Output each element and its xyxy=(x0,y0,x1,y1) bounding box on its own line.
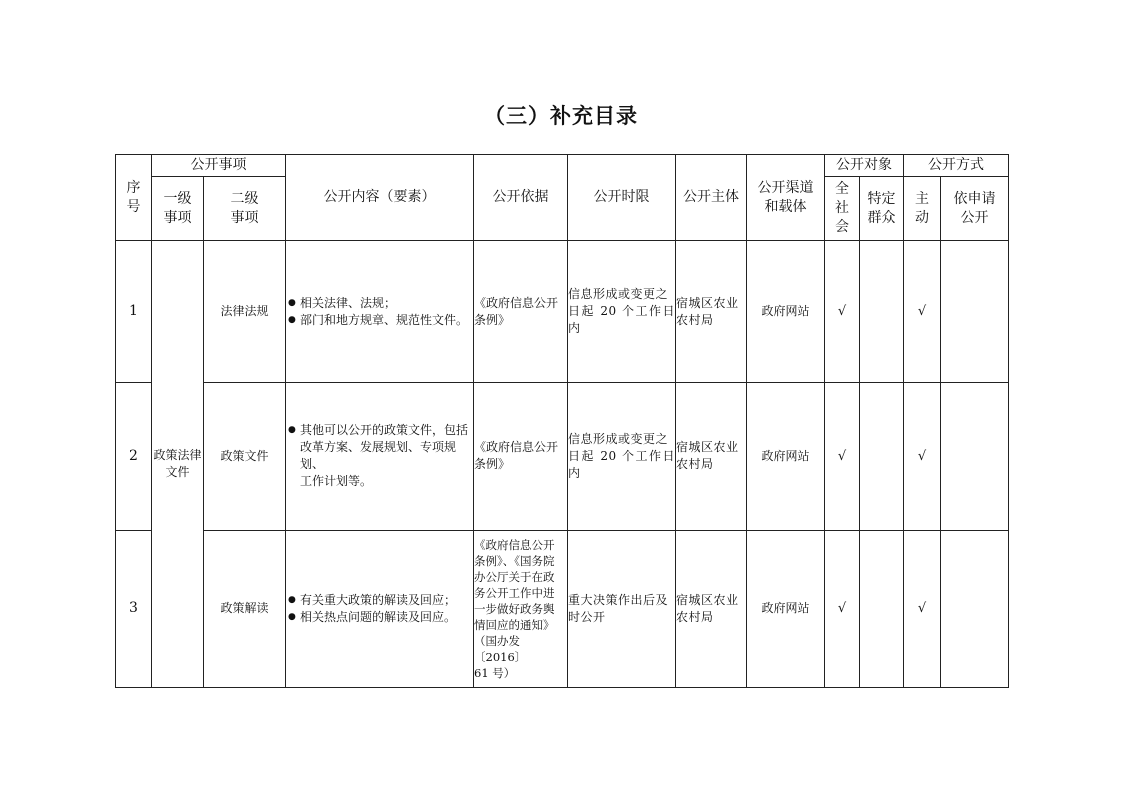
row-active: √ xyxy=(904,241,941,383)
row-basis: 《政府信息公开 条例》 xyxy=(474,383,568,530)
row-specific-groups xyxy=(860,383,904,530)
header-specific-groups: 特定 群众 xyxy=(860,177,904,241)
header-on-request: 依申请 公开 xyxy=(941,177,1009,241)
header-seq: 序 号 xyxy=(116,155,152,241)
row-channel: 政府网站 xyxy=(747,530,825,687)
content-item: ● 其他可以公开的政策文件，包括 改革方案、发展规划、专项规划、 工作计划等。 xyxy=(300,422,473,490)
row-on-request xyxy=(941,530,1009,687)
row-seq: 3 xyxy=(116,530,152,687)
row-subject: 宿城区农业 农村局 xyxy=(676,241,747,383)
content-item: ● 相关热点问题的解读及回应。 xyxy=(300,609,473,626)
row-level2: 政策解读 xyxy=(204,530,286,687)
row-specific-groups xyxy=(860,241,904,383)
content-item: ● 有关重大政策的解读及回应； xyxy=(300,592,473,609)
header-time-limit: 公开时限 xyxy=(568,155,676,241)
header-basis: 公开依据 xyxy=(474,155,568,241)
catalog-table xyxy=(115,154,1009,688)
table-row xyxy=(116,383,1009,530)
header-content: 公开内容（要素） xyxy=(286,155,474,241)
row-channel: 政府网站 xyxy=(747,241,825,383)
header-target-group: 公开对象 xyxy=(825,155,904,177)
table-row xyxy=(116,241,1009,383)
row-time-limit: 信息形成或变更之 日起 20 个工作日内 xyxy=(568,383,676,530)
row-content xyxy=(286,383,474,530)
level1-item: 政策法律 文件 xyxy=(152,241,204,688)
row-seq: 1 xyxy=(116,241,152,383)
row-specific-groups xyxy=(860,530,904,687)
row-seq: 2 xyxy=(116,383,152,530)
header-whole-society: 全 社 会 xyxy=(825,177,860,241)
row-content xyxy=(286,241,474,383)
row-active: √ xyxy=(904,530,941,687)
row-subject: 宿城区农业 农村局 xyxy=(676,530,747,687)
row-active: √ xyxy=(904,383,941,530)
row-time-limit: 重大决策作出后及 时公开 xyxy=(568,530,676,687)
row-basis: 《政府信息公开 条例》、《国务院 办公厅关于在政 务公开工作中进 一步做好政务舆 情回应的通知》 （国办发〔2016〕 61 号） xyxy=(474,530,568,687)
row-content xyxy=(286,530,474,687)
row-whole-society: √ xyxy=(825,530,860,687)
row-basis: 《政府信息公开 条例》 xyxy=(474,241,568,383)
row-channel: 政府网站 xyxy=(747,383,825,530)
content-item: ● 相关法律、法规； xyxy=(300,295,473,312)
row-subject: 宿城区农业 农村局 xyxy=(676,383,747,530)
row-whole-society: √ xyxy=(825,241,860,383)
header-method-group: 公开方式 xyxy=(904,155,1009,177)
row-time-limit: 信息形成或变更之 日起 20 个工作日内 xyxy=(568,241,676,383)
header-subject: 公开主体 xyxy=(676,155,747,241)
table-row xyxy=(116,530,1009,687)
page-title: （三）补充目录 xyxy=(484,104,638,128)
header-channel: 公开渠道 和载体 xyxy=(747,155,825,241)
header-level2: 二级 事项 xyxy=(204,177,286,241)
row-level2: 政策文件 xyxy=(204,383,286,530)
header-active: 主 动 xyxy=(904,177,941,241)
header-level1: 一级 事项 xyxy=(152,177,204,241)
row-whole-society: √ xyxy=(825,383,860,530)
header-matter-group: 公开事项 xyxy=(152,155,286,177)
content-item: ● 部门和地方规章、规范性文件。 xyxy=(300,312,473,329)
row-on-request xyxy=(941,241,1009,383)
row-on-request xyxy=(941,383,1009,530)
row-level2: 法律法规 xyxy=(204,241,286,383)
